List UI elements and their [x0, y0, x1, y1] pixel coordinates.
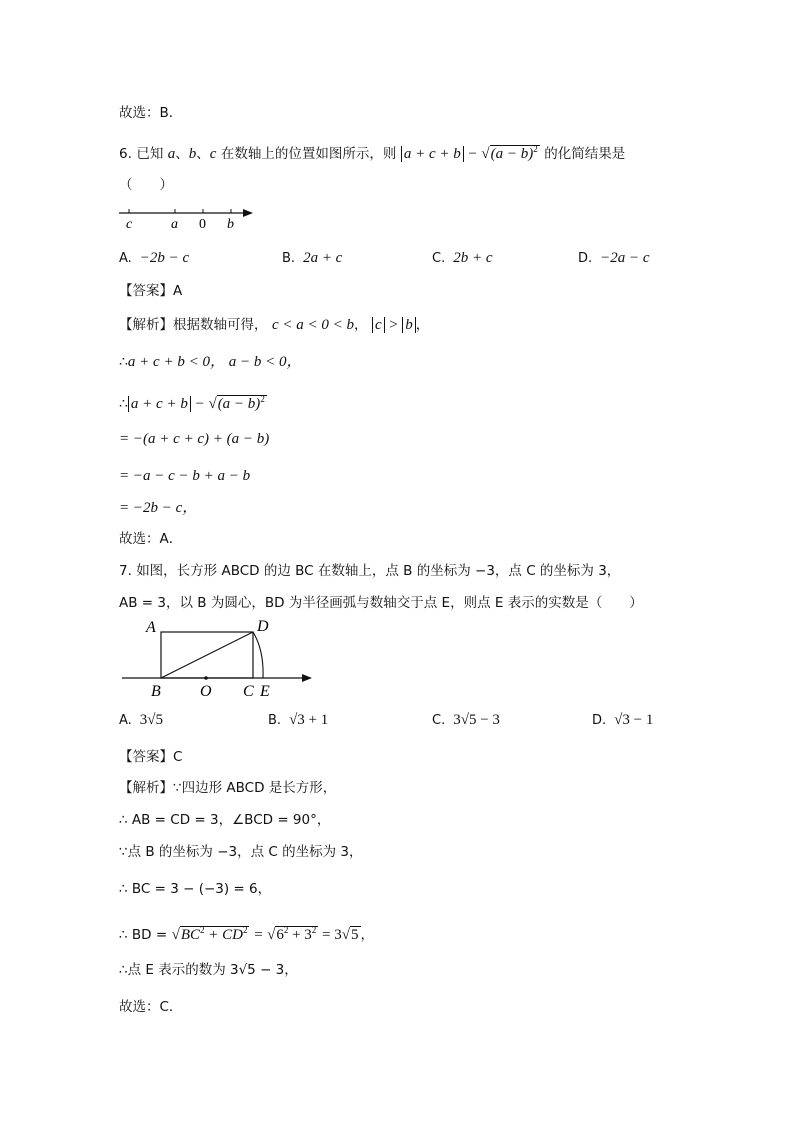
q6-step-2: = −(a + c + c) + (a − b)	[119, 431, 270, 447]
q6-conclusion: 故选：A．	[119, 531, 183, 547]
q7-stem-line1: 7. 如图，长方形 ABCD 的边 BC 在数轴上，点 B 的坐标为 −3，点 C 的坐标为 3，	[119, 563, 621, 579]
q7-step-3: ∴ BC = 3 − (−3) = 6，	[119, 881, 272, 897]
prev-answer: 故选：B．	[119, 105, 183, 121]
q6-option-c: C. 2b + c	[432, 250, 493, 266]
q7-answer: 【答案】C	[119, 749, 183, 765]
q6-step-4: = −2b − c，	[119, 500, 198, 516]
q7-figure	[119, 612, 319, 704]
axis-label-c: c	[126, 217, 133, 232]
q7-option-b: B. √3 + 1	[268, 712, 329, 728]
q7-stem-line2: AB = 3，以 B 为圆心，BD 为半径画弧与数轴交于点 E，则点 E 表示的实数是（ ）	[119, 595, 643, 611]
q6-option-d: D. −2a − c	[578, 250, 650, 266]
q6-option-b: B. 2a + c	[282, 250, 343, 266]
q6-number: 6.	[119, 146, 132, 162]
q6-expression: $a + c + b - √(a - b)^2$	[401, 145, 540, 162]
fig-label-c: C	[243, 683, 254, 700]
q7-step-bd: ∴ BD = $√BC^2 + CD^2 = √6^2 + 3^2 = 3√5$ ，	[119, 925, 374, 943]
fig-label-d: D	[257, 618, 269, 635]
q6-answer: 【答案】A	[119, 283, 183, 299]
q7-step-4: ∴点 E 表示的数为 3√5 − 3，	[119, 962, 298, 978]
q6-number-line	[119, 200, 259, 236]
q7-option-a: A. 3√5	[119, 712, 164, 728]
q7-step-2: ∵点 B 的坐标为 −3，点 C 的坐标为 3，	[119, 844, 363, 860]
fig-label-b: B	[151, 683, 161, 700]
q6-option-a: A. −2b − c	[119, 250, 190, 266]
q7-analysis-line1: 【解析】∵四边形 ABCD 是长方形，	[119, 780, 337, 796]
q6-step-expression: ∴ $a + c + b - √(a - b)^2$	[119, 394, 265, 412]
q6-stem: 6. 已知 a、b、c 在数轴上的位置如图所示，则 $a + c + b - √(a - b)^2$ 的化简结果是	[119, 144, 626, 162]
axis-label-a: a	[171, 217, 178, 232]
axis-label-b: b	[227, 217, 234, 232]
q6-step-3: = −a − c − b + a − b	[119, 468, 251, 484]
fig-label-o: O	[200, 683, 212, 700]
q7-conclusion: 故选：C．	[119, 999, 183, 1015]
q6-blank: （ ）	[119, 177, 173, 193]
fig-label-a: A	[146, 619, 156, 636]
q6-analysis-line1: 【解析】根据数轴可得， c < a < 0 < b， c > b ，	[119, 317, 430, 333]
q6-step-1: ∴a + c + b < 0， a − b < 0，	[119, 354, 302, 370]
q7-step-1: ∴ AB = CD = 3，∠BCD = 90°，	[119, 812, 331, 828]
q7-option-d: D. √3 − 1	[592, 712, 654, 728]
q7-option-c: C. 3√5 − 3	[432, 712, 500, 728]
axis-label-zero: 0	[199, 217, 206, 232]
fig-label-e: E	[260, 683, 270, 700]
